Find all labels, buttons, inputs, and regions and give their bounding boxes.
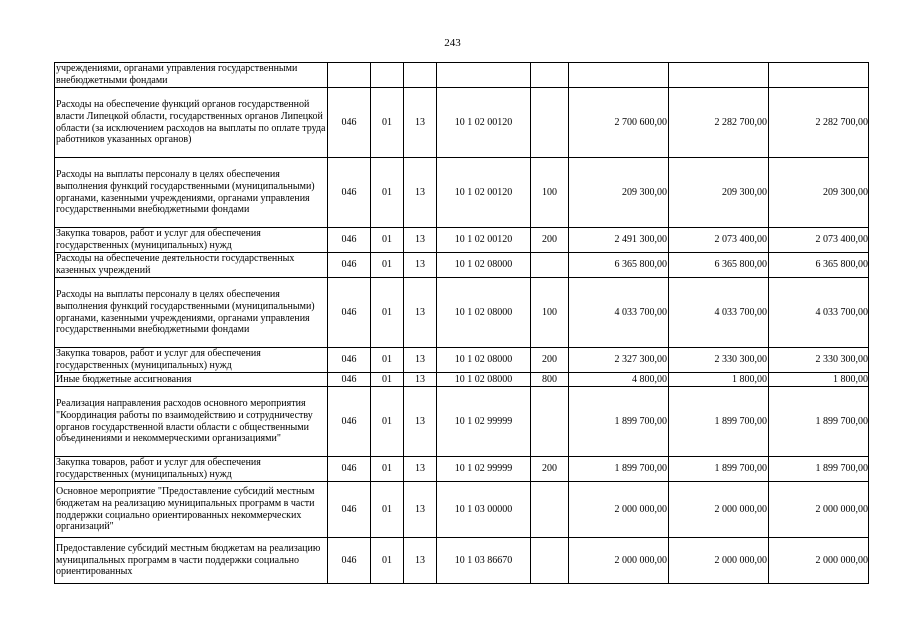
cell-amount-1: 1 899 700,00 — [569, 387, 669, 457]
cell-name: Закупка товаров, работ и услуг для обеспечения государственных (муниципальных) нужд — [55, 228, 328, 253]
cell-ministry-code: 046 — [328, 278, 371, 348]
cell-section: 01 — [371, 457, 404, 482]
budget-table — [54, 62, 869, 584]
cell-target-article — [437, 63, 531, 88]
cell-ministry-code: 046 — [328, 158, 371, 228]
cell-subsection: 13 — [404, 373, 437, 387]
cell-ministry-code: 046 — [328, 538, 371, 584]
cell-subsection: 13 — [404, 278, 437, 348]
cell-expense-type: 100 — [531, 278, 569, 348]
cell-section: 01 — [371, 373, 404, 387]
cell-name: Предоставление субсидий местным бюджетам на реализацию муниципальных программ в части поддержки социально ориентированных — [55, 538, 328, 584]
cell-amount-2: 2 073 400,00 — [669, 228, 769, 253]
cell-amount-1: 2 000 000,00 — [569, 482, 669, 538]
cell-section: 01 — [371, 538, 404, 584]
cell-name: Реализация направления расходов основного мероприятия "Координация работы по взаимодействию и сотрудничеству органов государственной власти области с общественными объединениями и некоммерческими организациями" — [55, 387, 328, 457]
cell-amount-1: 4 033 700,00 — [569, 278, 669, 348]
cell-amount-2 — [669, 63, 769, 88]
cell-subsection: 13 — [404, 457, 437, 482]
cell-amount-3: 2 330 300,00 — [769, 348, 869, 373]
cell-subsection: 13 — [404, 88, 437, 158]
cell-amount-2: 1 899 700,00 — [669, 387, 769, 457]
cell-amount-1: 6 365 800,00 — [569, 253, 669, 278]
cell-amount-2: 1 899 700,00 — [669, 457, 769, 482]
cell-ministry-code: 046 — [328, 482, 371, 538]
cell-section: 01 — [371, 482, 404, 538]
cell-name: Основное мероприятие "Предоставление субсидий местным бюджетам на реализацию муниципальных программ в части поддержки социально ориентированных некоммерческих организаций" — [55, 482, 328, 538]
cell-amount-1: 209 300,00 — [569, 158, 669, 228]
cell-amount-3: 1 899 700,00 — [769, 387, 869, 457]
cell-expense-type — [531, 538, 569, 584]
cell-amount-1: 4 800,00 — [569, 373, 669, 387]
cell-section — [371, 63, 404, 88]
cell-section: 01 — [371, 348, 404, 373]
cell-section: 01 — [371, 278, 404, 348]
cell-subsection: 13 — [404, 253, 437, 278]
cell-amount-2: 2 282 700,00 — [669, 88, 769, 158]
cell-amount-2: 209 300,00 — [669, 158, 769, 228]
cell-amount-1 — [569, 63, 669, 88]
cell-target-article: 10 1 02 08000 — [437, 373, 531, 387]
cell-amount-1: 2 327 300,00 — [569, 348, 669, 373]
table-row — [55, 63, 869, 88]
cell-amount-1: 2 000 000,00 — [569, 538, 669, 584]
cell-target-article: 10 1 02 08000 — [437, 348, 531, 373]
cell-amount-1: 2 700 600,00 — [569, 88, 669, 158]
cell-subsection: 13 — [404, 387, 437, 457]
cell-subsection: 13 — [404, 348, 437, 373]
cell-target-article: 10 1 02 00120 — [437, 88, 531, 158]
cell-subsection: 13 — [404, 158, 437, 228]
cell-amount-1: 1 899 700,00 — [569, 457, 669, 482]
cell-target-article: 10 1 02 99999 — [437, 457, 531, 482]
table-row — [55, 457, 869, 482]
cell-target-article: 10 1 02 00120 — [437, 158, 531, 228]
cell-amount-2: 2 000 000,00 — [669, 538, 769, 584]
cell-expense-type — [531, 387, 569, 457]
cell-name: Расходы на обеспечение функций органов государственной власти Липецкой области, государственных органов Липецкой области (за исключением расходов на выплаты по оплате труда работников указанных органов) — [55, 88, 328, 158]
cell-ministry-code: 046 — [328, 373, 371, 387]
cell-expense-type: 800 — [531, 373, 569, 387]
cell-amount-3: 6 365 800,00 — [769, 253, 869, 278]
cell-expense-type: 200 — [531, 457, 569, 482]
cell-amount-2: 6 365 800,00 — [669, 253, 769, 278]
cell-subsection: 13 — [404, 228, 437, 253]
cell-section: 01 — [371, 387, 404, 457]
cell-name: учреждениями, органами управления государственными внебюджетными фондами — [55, 63, 328, 88]
cell-amount-3: 2 000 000,00 — [769, 482, 869, 538]
cell-section: 01 — [371, 228, 404, 253]
cell-name: Расходы на выплаты персоналу в целях обеспечения выполнения функций государственными (муниципальными) органами, казенными учреждениями, органами управления государственными внебюджетными фондами — [55, 278, 328, 348]
cell-ministry-code: 046 — [328, 348, 371, 373]
cell-expense-type — [531, 482, 569, 538]
cell-amount-3 — [769, 63, 869, 88]
cell-expense-type: 200 — [531, 228, 569, 253]
table-body — [55, 63, 869, 584]
cell-section: 01 — [371, 158, 404, 228]
cell-expense-type — [531, 88, 569, 158]
table-row — [55, 278, 869, 348]
cell-name: Иные бюджетные ассигнования — [55, 373, 328, 387]
cell-amount-2: 2 000 000,00 — [669, 482, 769, 538]
cell-amount-3: 2 000 000,00 — [769, 538, 869, 584]
cell-expense-type: 100 — [531, 158, 569, 228]
cell-amount-3: 209 300,00 — [769, 158, 869, 228]
cell-subsection: 13 — [404, 482, 437, 538]
cell-target-article: 10 1 03 00000 — [437, 482, 531, 538]
cell-ministry-code: 046 — [328, 253, 371, 278]
cell-amount-3: 1 800,00 — [769, 373, 869, 387]
page-number: 243 — [444, 37, 461, 49]
cell-target-article: 10 1 03 86670 — [437, 538, 531, 584]
cell-amount-1: 2 491 300,00 — [569, 228, 669, 253]
table-row — [55, 482, 869, 538]
table-row — [55, 348, 869, 373]
cell-target-article: 10 1 02 08000 — [437, 278, 531, 348]
cell-name: Расходы на обеспечение деятельности государственных казенных учреждений — [55, 253, 328, 278]
cell-name: Закупка товаров, работ и услуг для обеспечения государственных (муниципальных) нужд — [55, 348, 328, 373]
cell-amount-3: 4 033 700,00 — [769, 278, 869, 348]
cell-ministry-code — [328, 63, 371, 88]
cell-amount-2: 4 033 700,00 — [669, 278, 769, 348]
table-row — [55, 228, 869, 253]
cell-section: 01 — [371, 88, 404, 158]
cell-subsection — [404, 63, 437, 88]
table-row — [55, 88, 869, 158]
cell-expense-type — [531, 253, 569, 278]
cell-name: Закупка товаров, работ и услуг для обеспечения государственных (муниципальных) нужд — [55, 457, 328, 482]
cell-subsection: 13 — [404, 538, 437, 584]
cell-name: Расходы на выплаты персоналу в целях обеспечения выполнения функций государственными (муниципальными) органами, казенными учреждениями, органами управления государственными внебюджетными фондами — [55, 158, 328, 228]
cell-amount-3: 1 899 700,00 — [769, 457, 869, 482]
table-row — [55, 538, 869, 584]
cell-section: 01 — [371, 253, 404, 278]
cell-amount-2: 1 800,00 — [669, 373, 769, 387]
table-row — [55, 253, 869, 278]
table-row — [55, 387, 869, 457]
cell-amount-2: 2 330 300,00 — [669, 348, 769, 373]
cell-expense-type — [531, 63, 569, 88]
cell-amount-3: 2 282 700,00 — [769, 88, 869, 158]
cell-ministry-code: 046 — [328, 88, 371, 158]
cell-target-article: 10 1 02 99999 — [437, 387, 531, 457]
table-row — [55, 373, 869, 387]
cell-ministry-code: 046 — [328, 387, 371, 457]
table-row — [55, 158, 869, 228]
cell-ministry-code: 046 — [328, 228, 371, 253]
cell-target-article: 10 1 02 00120 — [437, 228, 531, 253]
cell-target-article: 10 1 02 08000 — [437, 253, 531, 278]
cell-expense-type: 200 — [531, 348, 569, 373]
cell-amount-3: 2 073 400,00 — [769, 228, 869, 253]
cell-ministry-code: 046 — [328, 457, 371, 482]
